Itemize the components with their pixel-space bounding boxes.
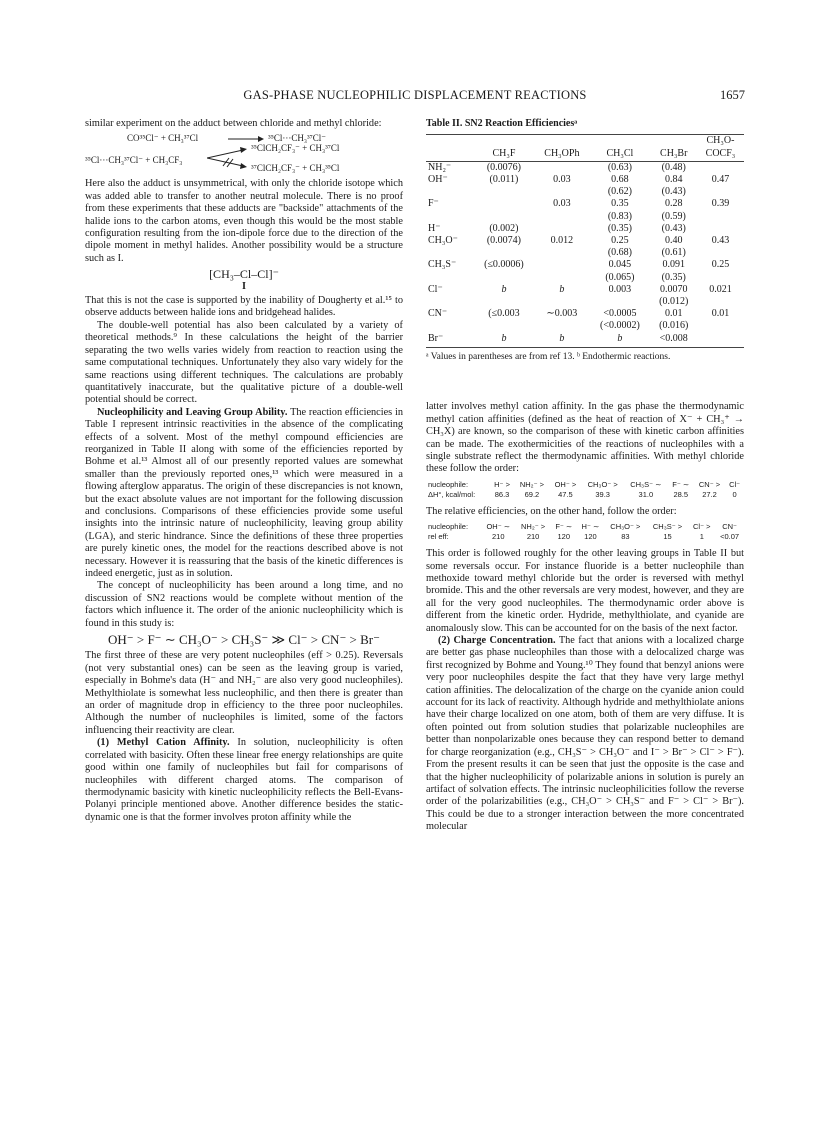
efficiency-cell xyxy=(697,296,744,308)
table-row xyxy=(426,272,744,284)
order-value: 28.5 xyxy=(673,489,689,499)
table-row xyxy=(426,223,744,235)
branching-arrows-icon xyxy=(207,146,249,170)
table-row xyxy=(426,296,744,308)
order-value: 120 xyxy=(584,532,597,542)
order-value: 15 xyxy=(663,532,672,542)
order-value: 120 xyxy=(557,532,571,542)
structure-label: I xyxy=(241,280,246,292)
order-value: 39.3 xyxy=(595,489,610,499)
section-heading: (2) Charge Concentration. xyxy=(438,635,556,647)
scheme-eq1-right: ³⁵Cl···CH₃³⁷Cl⁻ xyxy=(268,133,327,144)
nucleophile-cell: NH₂⁻ xyxy=(428,161,452,173)
nucleophile-cell: CH₃S⁻ xyxy=(428,259,457,271)
paragraph: The double-well potential has also been calculated by a variety of theoretical methods.⁹ In these calculations the height of the barrier separating the two wells varies widely from reaction to reaction using the same computational techniques. Unfortunately they also vary widely for the same reactions using different techniques. The calculations are probably quantitatively inaccurate, but the qualitative picture of a double-well potential should be correct. xyxy=(85,319,403,406)
order-item: CN⁻ xyxy=(722,522,737,532)
order-item: F⁻ ∼ xyxy=(672,479,690,489)
efficiency-cell: 0.003 xyxy=(608,283,632,295)
order-label: ΔH°, kcal/mol: xyxy=(428,489,476,499)
efficiency-cell: 0.25 xyxy=(611,235,629,247)
nucleophile-cell: OH⁻ xyxy=(428,174,448,186)
order-item: NH₂⁻ > xyxy=(519,479,544,489)
nucleophile-cell xyxy=(426,186,473,198)
order-item: OH⁻ ∼ xyxy=(486,522,511,532)
order-value: 86.3 xyxy=(494,489,510,499)
table-caption: Table II. SN2 Reaction Efficienciesᵃ xyxy=(426,118,578,129)
nucleophile-cell: CH₃O⁻ xyxy=(428,235,458,247)
efficiency-cell xyxy=(697,333,744,348)
section-heading: Nucleophilicity and Leaving Group Ability. xyxy=(97,406,288,418)
efficiency-cell xyxy=(473,247,534,259)
running-title: GAS-PHASE NUCLEOPHILIC DISPLACEMENT REACTIONS xyxy=(243,88,587,102)
order-item: F⁻ ∼ xyxy=(555,522,573,532)
efficiency-cell xyxy=(473,186,534,198)
nucleophile-cell: H⁻ xyxy=(428,222,441,234)
nucleophile-cell: CN⁻ xyxy=(428,308,448,320)
table-row xyxy=(426,161,744,174)
efficiency-cell xyxy=(697,320,744,332)
efficiency-cell: (0.016) xyxy=(659,320,689,332)
structure-formula: [CH₃–Cl–Cl]⁻ xyxy=(209,267,279,282)
efficiency-cell: (0.63) xyxy=(607,161,632,173)
efficiency-cell xyxy=(534,259,589,271)
efficiency-cell: 0.68 xyxy=(611,174,629,186)
efficiency-cell: (0.002) xyxy=(489,222,519,234)
order-value: 1 xyxy=(699,532,704,542)
efficiency-cell: (0.61) xyxy=(661,247,686,259)
paragraph: (1) Methyl Cation Affinity. In solution, nucleophilicity is often correlated with basicity. Often these linear free energy relationships are quite good within one family of nucleophiles but fail for comparisons of nucleophiles with different charged atoms. The comparison of thermodynamic basicity with kinetic nucleophilicity reflects the Bell-Evans-Polanyi principle mentioned above. Another difference besides the static-dynamic one is that the former involves proton affinity while the xyxy=(85,737,403,823)
nucleophile-cell: F⁻ xyxy=(428,198,439,210)
efficiency-cell xyxy=(697,247,744,259)
table-row xyxy=(426,333,744,348)
efficiency-cell xyxy=(697,272,744,284)
table-header-row xyxy=(426,135,744,161)
order-item: NH₂⁻ > xyxy=(521,522,546,532)
efficiency-cell: (0.011) xyxy=(489,174,519,186)
efficiency-cell: (≤0.003 xyxy=(488,308,520,320)
nucleophile-cell: Br⁻ xyxy=(426,333,473,348)
efficiency-cell xyxy=(534,223,589,235)
isotope-exchange-scheme xyxy=(85,132,403,172)
relative-efficiency-order xyxy=(426,522,744,542)
efficiency-cell: 0.40 xyxy=(664,235,683,247)
efficiency-cell xyxy=(473,198,534,210)
scheme-eq1-left: CO³⁵Cl⁻ + CH₃³⁷Cl xyxy=(127,133,199,144)
order-item: CH₃S⁻ > xyxy=(652,522,683,532)
efficiency-cell: (≤0.0006) xyxy=(484,259,524,271)
efficiency-cell: (0.0076) xyxy=(486,161,522,173)
efficiency-cell: 0.03 xyxy=(553,198,571,210)
order-value: <0.07 xyxy=(720,532,740,542)
order-item: CH₃O⁻ > xyxy=(610,522,641,532)
efficiency-cell: b xyxy=(589,333,650,348)
table-row xyxy=(426,320,744,332)
efficiency-cell xyxy=(534,247,589,259)
order-label: nucleophile: xyxy=(428,479,469,489)
efficiency-cell: (0.43) xyxy=(661,186,686,198)
order-item: Cl⁻ > xyxy=(693,522,711,532)
table-row xyxy=(426,211,744,223)
efficiency-cell: 0.43 xyxy=(711,235,730,247)
order-value: 31.0 xyxy=(638,489,654,499)
efficiency-cell: 0.35 xyxy=(611,198,629,210)
table-header-cell: CH₃OPh xyxy=(534,135,589,161)
paragraph: The relative efficiencies, on the other hand, follow the order: xyxy=(426,505,677,517)
efficiency-cell: (0.48) xyxy=(661,161,686,173)
paragraph: The first three of these are very potent nucleophiles (eff > 0.25). Reversals (not very substantial ones) can be seen as the leaving group is varied, especially in Bohme's data (H⁻ and NH₂⁻ are also very good nucleophiles). Methylthiolate is somewhat less nucleophilic, and then there is greater than an order of magnitude drop in efficiency to the three poor nucleophiles. Although the number of nucleophiles is limited, some of the factors influencing their reactivity are clear. xyxy=(85,650,403,736)
order-value: 83 xyxy=(621,532,630,542)
table-footnote: ᵃ Values in parentheses are from ref 13. ᵇ Endothermic reactions. xyxy=(426,351,671,362)
order-item: H⁻ ∼ xyxy=(581,522,600,532)
order-value: 69.2 xyxy=(524,489,540,499)
efficiency-cell: b xyxy=(501,283,507,295)
efficiency-cell: 0.39 xyxy=(711,198,730,210)
efficiency-cell: 0.012 xyxy=(550,235,574,247)
efficiency-cell: 0.01 xyxy=(664,308,683,320)
efficiency-cell: 0.25 xyxy=(711,259,730,271)
scheme-eq2-bottom: ³⁷ClCH₂CF₃⁻ + CH₃³⁵Cl xyxy=(251,163,340,174)
table-header-cell: CH₃Cl xyxy=(589,135,650,161)
efficiency-cell: (0.43) xyxy=(661,222,686,234)
efficiency-cell: 0.021 xyxy=(709,283,732,295)
nucleophilicity-order: OH⁻ > F⁻ ∼ CH₃O⁻ > CH₃S⁻ ≫ Cl⁻ > CN⁻ > Br⁻ xyxy=(107,632,380,648)
efficiency-cell xyxy=(697,161,744,174)
scheme-eq2-left: ³⁵Cl···CH₃³⁷Cl⁻ + CH₃CF₃ xyxy=(85,155,183,166)
efficiency-cell xyxy=(534,296,589,308)
efficiency-cell: (0.62) xyxy=(607,186,632,198)
efficiency-cell: (0.83) xyxy=(607,210,632,222)
table-header-cell: CH₃O- COCF₃ xyxy=(697,135,744,161)
efficiency-cell xyxy=(534,320,589,332)
efficiency-cell: 0.47 xyxy=(711,174,730,186)
nucleophile-cell xyxy=(426,296,473,308)
paragraph: The concept of nucleophilicity has been around a long time, and no discussion of SN2 reactions would be complete without mention of the factors which influence it. The order of the anionic nucleophilicity which is found in this study is: xyxy=(85,580,403,629)
efficiency-cell: (0.59) xyxy=(661,210,686,222)
efficiency-cell xyxy=(697,223,744,235)
order-label: nucleophile: xyxy=(428,522,469,532)
efficiency-table xyxy=(426,134,744,347)
efficiency-cell: b xyxy=(534,333,589,348)
nucleophile-cell xyxy=(426,247,473,259)
efficiency-cell xyxy=(534,161,589,174)
efficiency-cell xyxy=(534,211,589,223)
table-row xyxy=(426,186,744,198)
efficiency-cell: (0.35) xyxy=(607,222,632,234)
paragraph: similar experiment on the adduct between chloride and methyl chloride: xyxy=(85,118,382,129)
scheme-eq2-top: ³⁵ClCH₂CF₃⁻ + CH₃³⁷Cl xyxy=(251,143,340,154)
paragraph: Here also the adduct is unsymmetrical, with only the chloride isotope which was added able to transfer to another neutral molecule. There is no proof from these experiments that these adducts are "backside" attachments of the halide ions to the carbon atoms, even though this would be the most stable configuration resulting from the ion-dipole force due to the direction of the dipole moment in methyl halides. Another possibility would be a structure such as I. xyxy=(85,178,403,264)
efficiency-cell xyxy=(589,296,650,308)
table-row xyxy=(426,308,744,320)
paragraph: This order is followed roughly for the other leaving groups in Table II but some reversals occur. For instance fluoride is a better nucleophile than methoxide toward methyl chloride but the order is reversed with methyl bromide. This and the other reversals are very modest, however, and they are all for the very good nucleophiles. The thermodynamic order above is different from the kinetic order. Hydride, methylthiolate, and cyanide are anomalously slow. This can be accounted for on the basis of the next factor. xyxy=(426,548,744,634)
order-item: H⁻ > xyxy=(494,479,510,489)
efficiency-cell xyxy=(697,186,744,198)
efficiency-cell: 0.045 xyxy=(608,259,632,271)
efficiency-cell xyxy=(473,320,534,332)
methyl-cation-affinity-order xyxy=(426,480,744,500)
order-value: 210 xyxy=(492,532,505,542)
efficiency-cell: (0.065) xyxy=(605,271,635,283)
order-label: rel eff: xyxy=(428,532,449,542)
nucleophile-cell xyxy=(426,211,473,223)
efficiency-cell: <0.008 xyxy=(651,333,697,348)
table-row xyxy=(426,198,744,210)
paragraph: (2) Charge Concentration. The fact that anions with a localized charge are better gas phase nucleophiles than those with a delocalized charge was first recognized by Bohme and Young.¹⁰ They found that benzyl anions were very poor nucleophiles despite the fact that they have very large methyl cation affinities. The delocalization of the charge on the cyanide anion could account for its lack of reactivity. Although hydride and methylthiolate anions have their charge localized on one atom, both of them are very diffuse. It is often pointed out from solution studies that polarizable nucleophiles are better than nonpolarizable ones because they can respond better to demand for charge reorganization (e.g., CH₃S⁻ > CH₃O⁻ and I⁻ > Br⁻ > Cl⁻ > F⁻). From the present results it can be seen that just the opposite is the case and that the higher nucleophilicity of polarizable anions in solution is purely an artifact of solvation effects. The intrinsic nucleophilicities follow the reverse order of the polarizabilities (e.g., CH₃O⁻ > CH₃S⁻ and F⁻ > Cl⁻ > Br⁻). This could be due to a stronger interaction between the more concentrated molecular xyxy=(426,635,744,833)
efficiency-cell: (0.35) xyxy=(661,271,686,283)
nucleophile-cell xyxy=(426,272,473,284)
table-header-cell: CH₃Br xyxy=(651,135,697,161)
efficiency-cell: 0.0070 xyxy=(659,283,688,295)
paragraph: That this is not the case is supported by the inability of Dougherty et al.¹⁵ to observe adducts between halide ions and bridgehead halides. xyxy=(85,295,403,319)
order-value: 210 xyxy=(526,532,540,542)
efficiency-cell xyxy=(534,186,589,198)
section-heading: (1) Methyl Cation Affinity. xyxy=(97,737,230,749)
efficiency-cell: 0.01 xyxy=(711,308,730,320)
nucleophile-cell: Cl⁻ xyxy=(428,283,443,295)
table-row xyxy=(426,174,744,186)
table-header-cell: CH₃F xyxy=(473,135,534,161)
order-item: Cl⁻ xyxy=(729,479,741,489)
efficiency-cell xyxy=(473,272,534,284)
efficiency-cell xyxy=(534,272,589,284)
table-row xyxy=(426,247,744,259)
efficiency-cell: 0.03 xyxy=(553,174,571,186)
efficiency-cell: 0.84 xyxy=(664,174,683,186)
efficiency-cell: (<0.0002) xyxy=(600,320,640,332)
efficiency-cell: b xyxy=(473,333,534,348)
efficiency-cell: (0.0074) xyxy=(486,235,522,247)
order-item: OH⁻ > xyxy=(554,479,577,489)
efficiency-cell xyxy=(473,296,534,308)
paragraph: latter involves methyl cation affinity. In the gas phase the thermodynamic methyl cation affinities (defined as the heat of reaction of X⁻ + CH₃⁺ → CH₃X) are known, so the comparison of these with kinetic carbon affinities can be made. The exothermicities of the reactions of nucleophiles with a single substrate reflect the thermodynamic affinities. With methyl chloride these follow the order: xyxy=(426,401,744,475)
efficiency-cell xyxy=(473,211,534,223)
nucleophile-cell xyxy=(426,320,473,332)
order-value: 47.5 xyxy=(558,489,573,499)
order-item: CN⁻ > xyxy=(698,479,721,489)
left-column xyxy=(85,118,403,824)
efficiency-cell: b xyxy=(559,283,565,295)
efficiency-cell: 0.28 xyxy=(664,198,683,210)
table-row xyxy=(426,235,744,247)
table-row xyxy=(426,259,744,271)
table-header-cell xyxy=(426,135,473,161)
order-value: 27.2 xyxy=(702,489,717,499)
efficiency-cell: <0.0005 xyxy=(603,308,637,320)
page-number: 1657 xyxy=(720,88,745,102)
efficiency-cell: ∼0.003 xyxy=(546,308,578,320)
order-value: 0 xyxy=(732,489,737,499)
efficiency-cell: 0.091 xyxy=(662,259,685,271)
table-row xyxy=(426,284,744,296)
paragraph: Nucleophilicity and Leaving Group Ability. The reaction efficiencies in Table I represent intrinsic reactivities in the absence of the complicating effects of a solvent. Most of the methyl compound efficiencies are reorganized in Table II along with some of the efficiencies reported by Bohme et al.¹³ Almost all of our presently reported values are somewhat smaller than the previously reported ones,¹³ which were measured in a flowing afterglow apparatus. The origin of these discrepancies is not known, but the exact absolute values are not important for the following discussion and conclusions. Comparisons of these efficiencies provide some useful insights into the intrinsic nature of nucleophilicity, leaving group ability (LGA), and steric hindrance. Since the definitions of these three properties are purely kinetic ones, the model for the reactions described above is not necessary. However it is reassuring that the basis of the kinetic differences is indeed energetic, just as in solution. xyxy=(85,406,403,579)
efficiency-cell: (0.68) xyxy=(607,247,632,259)
order-item: CH₃O⁻ > xyxy=(587,479,618,489)
page-header xyxy=(85,88,745,104)
efficiency-cell xyxy=(697,211,744,223)
right-column xyxy=(426,118,744,834)
efficiency-cell: (0.012) xyxy=(659,296,689,308)
order-item: CH₃S⁻ ∼ xyxy=(630,479,662,489)
